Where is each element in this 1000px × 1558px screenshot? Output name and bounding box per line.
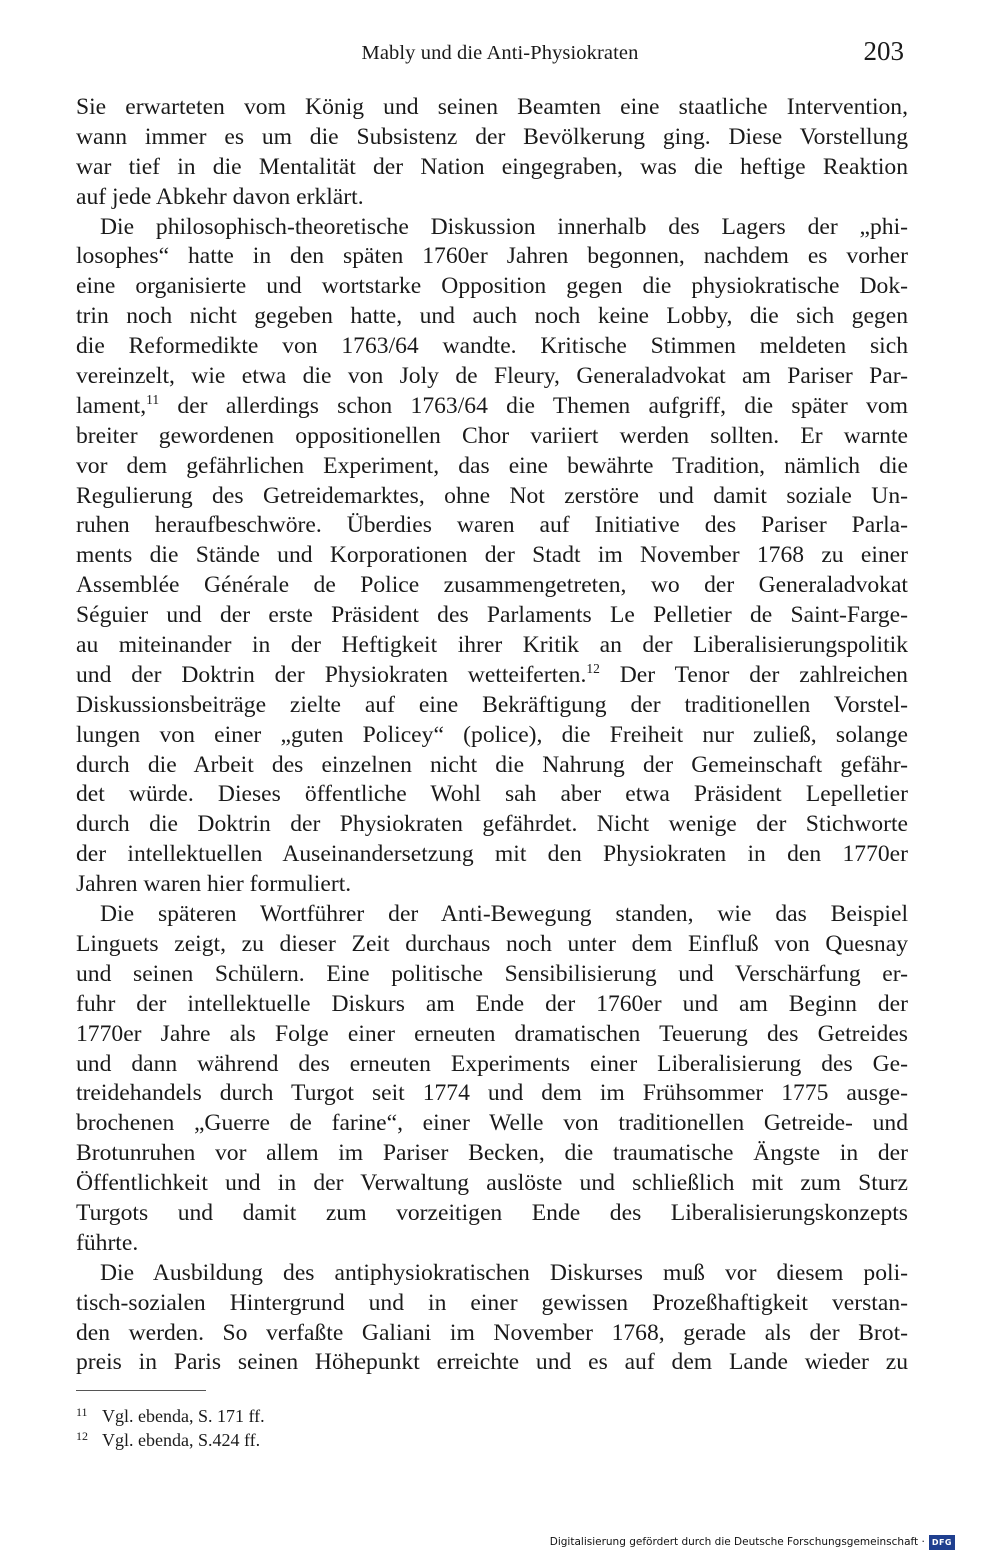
body-text — [76, 93, 908, 1378]
line-text: führte. — [76, 1229, 139, 1256]
line-text: Diskussionsbeiträge zielte auf eine Bekräftigung der traditionellen Vorstel- — [76, 691, 908, 718]
line-text: vereinzelt, wie etwa die von Joly de Fleury, Generaladvokat am Pariser Par- — [76, 363, 908, 390]
text-line — [76, 1199, 908, 1229]
line-text: Die philosophisch-theoretische Diskussion innerhalb des Lagers der „phi- — [100, 213, 908, 240]
text-line — [76, 511, 908, 541]
line-text: auf jede Abkehr davon erklärt. — [76, 183, 364, 210]
line-text-continued: der allerdings schon 1763/64 die Themen aufgriff, die später vom — [159, 392, 908, 419]
line-text: Die späteren Wortführer der Anti-Bewegung standen, wie das Beispiel — [100, 901, 908, 928]
page-number: 203 — [863, 36, 904, 66]
line-text: preis in Paris seinen Höhepunkt erreichte und es auf dem Lande wieder zu — [76, 1349, 908, 1376]
footnotes — [76, 1404, 776, 1452]
line-text: Brotunruhen vor allem im Pariser Becken, die traumatische Ängste in der — [76, 1140, 908, 1167]
line-text: breiter gewordenen oppositionellen Chor variiert werden sollten. Er warnte — [76, 422, 908, 449]
credit-text: Digitalisierung gefördert durch die Deutsche Forschungsgemeinschaft · — [549, 1536, 925, 1548]
text-line — [76, 422, 908, 452]
text-line — [76, 960, 908, 990]
text-line — [76, 1348, 908, 1378]
text-line — [76, 571, 908, 601]
text-line — [76, 153, 908, 183]
text-line — [76, 661, 908, 691]
text-line — [76, 1259, 908, 1289]
line-text: au miteinander in der Heftigkeit ihrer Kritik an der Liberalisierungspolitik — [76, 632, 908, 659]
text-line — [76, 93, 908, 123]
text-line — [76, 452, 908, 482]
line-text: und dann während des erneuten Experiments einer Liberalisierung des Ge- — [76, 1050, 908, 1077]
text-line — [76, 482, 908, 512]
footnote-reference[interactable]: 12 — [586, 660, 600, 676]
footnote: 11 Vgl. ebenda, S. 171 ff. — [76, 1405, 265, 1426]
line-text: treidehandels durch Turgot seit 1774 und dem im Frühsommer 1775 ausge- — [76, 1080, 908, 1107]
line-text: durch die Arbeit des einzelnen nicht die Nahrung der Gemeinschaft gefähr- — [76, 751, 908, 778]
line-text: durch die Doktrin der Physiokraten gefährdet. Nicht wenige der Stichworte — [76, 811, 908, 838]
page-header — [0, 36, 1000, 76]
text-line — [76, 541, 908, 571]
line-text: Turgots und damit zum vorzeitigen Ende des Liberalisierungskonzepts — [76, 1199, 908, 1226]
text-line — [76, 780, 908, 810]
line-text: lungen von einer „guten Policey“ (police), die Freiheit nur zuließ, solange — [76, 721, 908, 748]
running-title: Mably und die Anti-Physiokraten — [361, 42, 639, 64]
line-text: ruhen heraufbeschwöre. Überdies waren auf Initiative des Pariser Parla- — [76, 512, 908, 539]
text-line — [76, 810, 908, 840]
line-text: vor dem gefährlichen Experiment, das eine bewährte Tradition, nämlich die — [76, 452, 908, 479]
line-text: eine organisierte und wortstarke Opposition gegen die physiokratische Dok- — [76, 273, 908, 300]
text-line — [76, 392, 908, 422]
text-line — [76, 272, 908, 302]
line-text: brochenen „Guerre de farine“, einer Welle von traditionellen Getreide- und — [76, 1110, 908, 1137]
line-text: Die Ausbildung des antiphysiokratischen Diskurses muß vor diesem poli- — [100, 1259, 908, 1286]
text-line — [76, 840, 908, 870]
text-line — [76, 1289, 908, 1319]
line-text: die Reformedikte von 1763/64 wandte. Kritische Stimmen meldeten sich — [76, 333, 908, 360]
line-text: Öffentlichkeit und in der Verwaltung auslöste und schließlich mit zum Sturz — [76, 1170, 908, 1197]
text-line — [76, 1109, 908, 1139]
text-line — [76, 213, 908, 243]
line-text: fuhr der intellektuelle Diskurs am Ende der 1760er und am Beginn der — [76, 990, 908, 1017]
text-line — [76, 930, 908, 960]
line-text: Jahren waren hier formuliert. — [76, 871, 352, 898]
line-text: Regulierung des Getreidemarktes, ohne Not zerstöre und damit soziale Un- — [76, 482, 908, 509]
line-text: det würde. Dieses öffentliche Wohl sah aber etwa Präsident Lepelletier — [76, 781, 908, 808]
line-text: war tief in die Mentalität der Nation eingegraben, was die heftige Reaktion — [76, 153, 908, 180]
line-text: Séguier und der erste Präsident des Parlaments Le Pelletier de Saint-Farge- — [76, 602, 908, 629]
line-text: trin noch nicht gegeben hatte, und auch noch keine Lobby, die sich gegen — [76, 303, 908, 330]
text-line — [76, 183, 908, 213]
line-text: Sie erwarteten vom König und seinen Beamten eine staatliche Intervention, — [76, 94, 908, 120]
line-text: der intellektuellen Auseinandersetzung mit den Physiokraten in den 1770er — [76, 841, 908, 868]
footnote: 12 Vgl. ebenda, S.424 ff. — [76, 1429, 261, 1450]
dfg-logo: DFG — [929, 1535, 955, 1550]
text-line — [76, 1050, 908, 1080]
text-line — [76, 1020, 908, 1050]
line-text: Assemblée Générale de Police zusammengetreten, wo der Generaladvokat — [76, 572, 908, 599]
line-text: ments die Stände und Korporationen der Stadt im November 1768 zu einer — [76, 542, 908, 569]
line-text: Linguets zeigt, zu dieser Zeit durchaus noch unter dem Einfluß von Quesnay — [76, 930, 908, 957]
footnote-divider — [76, 1390, 206, 1391]
line-text: 1770er Jahre als Folge einer erneuten dramatischen Teuerung des Getreides — [76, 1020, 908, 1047]
text-line — [76, 990, 908, 1020]
line-text: wann immer es um die Subsistenz der Bevölkerung ging. Diese Vorstellung — [76, 123, 908, 150]
text-line — [76, 601, 908, 631]
footnote-reference[interactable]: 11 — [146, 391, 160, 407]
line-text: und seinen Schülern. Eine politische Sensibilisierung und Verschärfung er- — [76, 960, 908, 987]
text-line — [76, 900, 908, 930]
line-text: tisch-sozialen Hintergrund und in einer gewissen Prozeßhaftigkeit verstan- — [76, 1289, 908, 1316]
text-line — [76, 691, 908, 721]
text-line — [76, 1229, 908, 1259]
footnote-text: Vgl. ebenda, S.424 ff. — [102, 1430, 261, 1450]
text-line — [76, 302, 908, 332]
text-line — [76, 1169, 908, 1199]
line-text: den werden. So verfaßte Galiani im November 1768, gerade als der Brot- — [76, 1319, 908, 1346]
line-text: und der Doktrin der Physiokraten wetteiferten. — [76, 661, 587, 688]
text-line — [76, 721, 908, 751]
footnote-text: Vgl. ebenda, S. 171 ff. — [102, 1406, 265, 1426]
text-line — [76, 1319, 908, 1349]
text-line — [76, 1079, 908, 1109]
line-text: losophes“ hatte in den späten 1760er Jahren begonnen, nachdem es vorher — [76, 243, 908, 270]
text-line — [76, 332, 908, 362]
text-line — [76, 751, 908, 781]
text-line — [76, 870, 908, 900]
text-line — [76, 242, 908, 272]
text-line — [76, 362, 908, 392]
digitization-credit — [550, 1533, 955, 1551]
text-line — [76, 123, 908, 153]
text-line — [76, 1139, 908, 1169]
text-line — [76, 631, 908, 661]
line-text: lament, — [76, 392, 147, 419]
line-text-continued: Der Tenor der zahlreichen — [599, 661, 908, 688]
